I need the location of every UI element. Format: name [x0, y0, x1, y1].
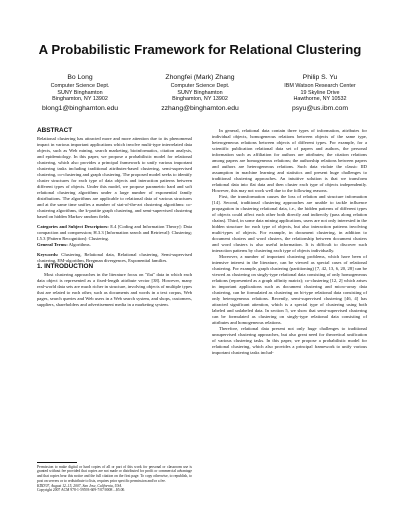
body-paragraph: First, the transformation causes the loss of relation and structure information [14]. Second, traditional clustering approaches are unable to tackle influence propagation in clustering relational data, i.e., the hidden patterns of different types of objects could affect each other both directly and indirectly (pass along relation chains). Third, in some data mining applications, users are not only interested in the hidden structure for each type of objects, but also interaction patterns involving multi-types of objects. For example, in document clustering, in addition to document clusters and word clusters, the relationship between document clusters and word clusters is also useful information. It is difficult to discover such interaction patterns by clustering each type of objects individually. — [212, 194, 367, 253]
categories-text: E.4 [Coding and Information Theory]: Data compaction and compression; H.3.3 [Information search and Retrieval]: Clustering; I.5.3 [Pattern Recognition]: Clustering. — [37, 224, 192, 241]
body-paragraph: In general, relational data contain three types of information, attributes for individual objects, homogeneous relations between objects of the same type, heterogeneous relations between objects of different types. For example, for a scientific publication relational data set of papers and authors, the personal information such as affiliation for authors are attributes; the citation relations among papers are homogeneous relations; the authorship relations between papers and authors are heterogeneous relations. Such data violate the classic IID assumption in machine learning and statistics and present huge challenges to traditional clustering approaches. An intuitive solution is that we transform relational data into flat data and then cluster each type of objects independently. However, this may not work well due to the following reasons. — [212, 128, 367, 193]
author-address: Binghamton, NY 13902 — [52, 96, 108, 103]
author-affiliation: 19 Skyline Drive — [300, 89, 340, 96]
body-paragraph: Moreover, a number of important clustering problems, which have been of intensive interest in the literature, can be viewed as special cases of relational clustering. For example, graph clustering (partitioning) [7, 42, 13, 6, 20, 28] can be viewed as clustering on singly-type relational data consisting of only homogeneous relations (represented as a graph affinity matrix); co-clustering [12, 2] which arises in important applications such as document clustering and micro-array data clustering, can be formulated as clustering on bi-type relational data consisting of only heterogeneous relations. Recently, semi-supervised clustering [46, 4] has attracted significant attention, which is a special type of clustering using both labeled and unlabeled data. In section 5, we show that semi-supervised clustering can be formulated as clustering on singly-type relational data consisting of attributes and homogeneous relations. — [212, 254, 367, 325]
copyright-line: Copyright 2007 ACM 978-1-59593-609-7/07/0008 ...$5.00. — [37, 488, 126, 493]
abstract-text: Relational clustering has attracted more and more attention due to its phenomenal impact in various important applications which involve multi-type interrelated data objects, such as Web mining, search marketing, bioinformatics, citation analysis, and epidemiology. In this paper, we propose a probabilistic model for relational clustering, which also provides a principal framework to unify various important clustering tasks including traditional attributes-based clustering, semi-supervised clustering, co-clustering and graph clustering. The proposed model seeks to identify cluster structures for each type of data objects and interaction patterns between different types of objects. Under this model, we propose parametric hard and soft relational clustering algorithms under a large number of exponential family distributions. The algorithms are applicable to relational data of various structures and at the same time unifies a number of stat-of-the-art clustering algorithms: co-clustering algorithms, the k-partite graph clustering, and semi-supervised clustering based on hidden Markov random fields. — [37, 136, 192, 219]
author-3 — [260, 74, 380, 113]
author-name: Philip S. Yu — [302, 74, 338, 81]
keywords-label: Keywords: — [37, 252, 59, 257]
author-2 — [140, 74, 260, 113]
conference-line: KDD'07, August 12–15, 2007, San Jose, California, USA. — [37, 483, 123, 488]
author-affiliation: SUNY Binghamton — [177, 89, 223, 96]
author-block — [20, 74, 380, 113]
author-affiliation: IBM Watson Research Center — [284, 83, 356, 89]
left-column — [37, 128, 192, 308]
right-column — [212, 128, 367, 356]
author-1 — [20, 74, 140, 113]
author-affiliation: Computer Science Dept. — [170, 83, 230, 89]
paper-title: A Probabilistic Framework for Relational Clustering — [38, 42, 362, 57]
author-affiliation: Computer Science Dept. — [50, 83, 110, 89]
author-email: zzhang@binghamton.edu — [161, 104, 239, 112]
author-address: Hawthorne, NY 10532 — [293, 96, 347, 103]
author-affiliation: SUNY Binghamton — [57, 89, 103, 96]
author-email: blong1@binghamton.edu — [41, 104, 119, 112]
copyright-footnote — [37, 462, 192, 493]
footnote-rule — [37, 462, 77, 463]
permission-notice: Permission to make digital or hard copies of all or part of this work for personal or classroom use is granted without fee provided that copies are not made or distributed for profit or commercial advantage and that copies bear this notice and the full citation on the first page. To copy otherwise, to republish, to post on servers or to redistribute to lists, requires prior specific permission and/or a fee. — [37, 464, 192, 483]
author-name: Bo Long — [67, 74, 93, 81]
introduction-heading: 1. INTRODUCTION — [37, 263, 94, 270]
categories-label: Categories and Subject Descriptors: — [37, 224, 109, 229]
abstract-heading: ABSTRACT — [37, 127, 73, 134]
general-terms-text: Algorithms. — [68, 242, 91, 247]
general-terms-label: General Terms: — [37, 242, 68, 247]
body-paragraph: Therefore, relational data present not only huge challenges to traditional unsupervised clustering approaches, but also great need for theoretical unification of various clustering tasks. In this paper, we propose a probabilistic model for relational clustering, which also provides a principal framework to unify various important clustering tasks includ- — [212, 326, 367, 355]
keywords-text: Clustering, Relational data, Relational clustering, Semi-supervised clustering, EM-algorithm, Bregman divergences, Exponential families. — [37, 252, 192, 263]
author-address: Binghamton, NY 13902 — [172, 96, 228, 103]
introduction-text: Most clustering approaches in the literature focus on "flat" data in which each data object is represented as a fixed-length attribute vector [38]. However, many real-world data sets are much richer in structure, involving objects of multiple types that are related to each other, such as documents and words in a text corpus, Web pages, search queries and Web users in a Web search system, and shops, customers, suppliers, shareholders and advertisement media in a marketing system. — [37, 272, 192, 307]
author-name: Zhongfei (Mark) Zhang — [165, 74, 235, 81]
author-email: psyu@us.ibm.com — [291, 104, 348, 112]
categories-paragraph — [37, 224, 192, 242]
